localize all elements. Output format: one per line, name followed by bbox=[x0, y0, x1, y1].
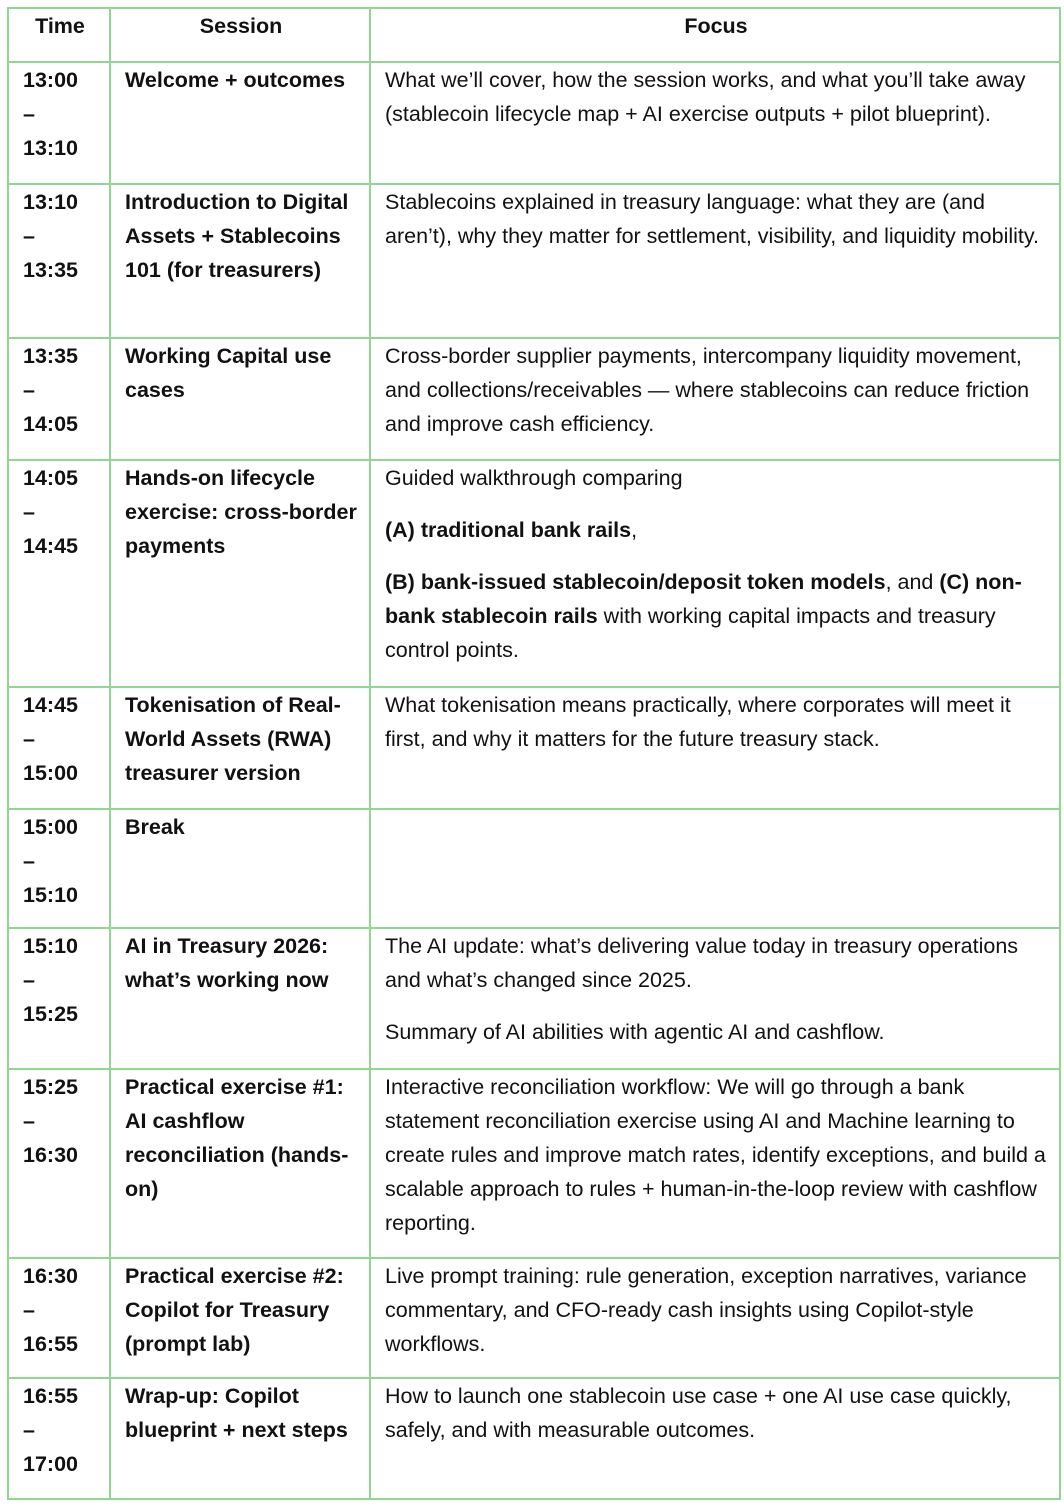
focus-paragraph bbox=[385, 461, 1047, 495]
focus-text: The AI update: what’s delivering value today in treasury operations and what’s changed since 2025. bbox=[385, 934, 1019, 992]
agenda-table bbox=[7, 7, 1061, 1500]
header-focus: Focus bbox=[370, 8, 1060, 62]
focus-paragraph bbox=[385, 185, 1047, 253]
session-cell: Wrap-up: Copilot blueprint + next steps bbox=[110, 1378, 370, 1499]
time-dash: – bbox=[23, 849, 35, 873]
focus-cell bbox=[370, 809, 1060, 928]
time-dash: – bbox=[23, 102, 35, 126]
start-time: 13:00 bbox=[23, 68, 78, 92]
end-time: 13:35 bbox=[23, 258, 78, 282]
focus-cell bbox=[370, 687, 1060, 809]
table-row bbox=[8, 1258, 1060, 1378]
end-time: 16:30 bbox=[23, 1143, 78, 1167]
focus-bold-text: (B) bank-issued stablecoin/deposit token models bbox=[385, 570, 886, 594]
end-time: 15:00 bbox=[23, 761, 78, 785]
time-cell bbox=[8, 184, 110, 338]
start-time: 15:00 bbox=[23, 815, 78, 839]
time-cell bbox=[8, 62, 110, 184]
end-time: 15:25 bbox=[23, 1002, 78, 1026]
table-row bbox=[8, 1378, 1060, 1499]
start-time: 14:45 bbox=[23, 693, 78, 717]
table-row bbox=[8, 1069, 1060, 1258]
end-time: 15:10 bbox=[23, 883, 78, 907]
focus-paragraph bbox=[385, 1015, 1047, 1049]
focus-text: , bbox=[631, 518, 638, 542]
focus-text: Guided walkthrough comparing bbox=[385, 466, 683, 490]
start-time: 15:10 bbox=[23, 934, 78, 958]
focus-bold-text: (A) traditional bank rails bbox=[385, 518, 632, 542]
focus-bold-text: (C) non-bank stablecoin rails bbox=[385, 570, 1022, 628]
end-time: 14:45 bbox=[23, 534, 78, 558]
table-row bbox=[8, 687, 1060, 809]
time-cell bbox=[8, 809, 110, 928]
time-cell bbox=[8, 928, 110, 1069]
focus-cell bbox=[370, 1258, 1060, 1378]
time-cell bbox=[8, 687, 110, 809]
time-dash: – bbox=[23, 1418, 35, 1442]
focus-text: Summary of AI abilities with agentic AI and cashflow. bbox=[385, 1020, 885, 1044]
focus-text: , and bbox=[885, 570, 940, 594]
time-cell bbox=[8, 338, 110, 460]
focus-paragraph bbox=[385, 513, 1047, 547]
focus-text: What we’ll cover, how the session works, and what you’ll take away (stablecoin lifecycle map + AI exercise outputs + pilot blueprint). bbox=[385, 68, 1026, 126]
focus-cell bbox=[370, 1378, 1060, 1499]
focus-paragraph bbox=[385, 565, 1047, 667]
time-cell bbox=[8, 1378, 110, 1499]
time-cell bbox=[8, 1258, 110, 1378]
end-time: 13:10 bbox=[23, 136, 78, 160]
focus-cell bbox=[370, 1069, 1060, 1258]
time-cell bbox=[8, 460, 110, 687]
focus-paragraph bbox=[385, 688, 1047, 756]
time-dash: – bbox=[23, 1109, 35, 1133]
session-cell: AI in Treasury 2026: what’s working now bbox=[110, 928, 370, 1069]
focus-paragraph bbox=[385, 1259, 1047, 1361]
start-time: 16:55 bbox=[23, 1384, 78, 1408]
session-cell: Introduction to Digital Assets + Stablecoins 101 (for treasurers) bbox=[110, 184, 370, 338]
focus-text: How to launch one stablecoin use case + one AI use case quickly, safely, and with measurable outcomes. bbox=[385, 1384, 1012, 1442]
focus-text: Interactive reconciliation workflow: We will go through a bank statement reconciliation exercise using AI and Machine learning to create rules and improve match rates, identify exceptions, and build a scalable approach to rules + human-in-the-loop review with cashflow reporting. bbox=[385, 1075, 1046, 1235]
focus-text: Cross-border supplier payments, intercompany liquidity movement, and collections/receivables — where stablecoins can reduce friction and improve cash efficiency. bbox=[385, 344, 1030, 436]
focus-paragraph bbox=[385, 339, 1047, 441]
time-dash: – bbox=[23, 500, 35, 524]
session-cell: Welcome + outcomes bbox=[110, 62, 370, 184]
session-cell: Working Capital use cases bbox=[110, 338, 370, 460]
table-row bbox=[8, 184, 1060, 338]
focus-paragraph bbox=[385, 1379, 1047, 1447]
time-dash: – bbox=[23, 727, 35, 751]
end-time: 17:00 bbox=[23, 1452, 78, 1476]
session-cell: Tokenisation of Real-World Assets (RWA) treasurer version bbox=[110, 687, 370, 809]
table-row bbox=[8, 460, 1060, 687]
session-cell: Hands-on lifecycle exercise: cross-border payments bbox=[110, 460, 370, 687]
focus-paragraph bbox=[385, 929, 1047, 997]
focus-text: Live prompt training: rule generation, exception narratives, variance commentary, and CFO-ready cash insights using Copilot-style workflows. bbox=[385, 1264, 1027, 1356]
focus-cell bbox=[370, 928, 1060, 1069]
focus-cell bbox=[370, 338, 1060, 460]
focus-cell bbox=[370, 460, 1060, 687]
start-time: 14:05 bbox=[23, 466, 78, 490]
start-time: 13:35 bbox=[23, 344, 78, 368]
focus-cell bbox=[370, 62, 1060, 184]
time-cell bbox=[8, 1069, 110, 1258]
focus-paragraph bbox=[385, 63, 1047, 131]
start-time: 16:30 bbox=[23, 1264, 78, 1288]
time-dash: – bbox=[23, 1298, 35, 1322]
table-row bbox=[8, 928, 1060, 1069]
end-time: 14:05 bbox=[23, 412, 78, 436]
time-dash: – bbox=[23, 968, 35, 992]
focus-cell bbox=[370, 184, 1060, 338]
time-dash: – bbox=[23, 378, 35, 402]
time-dash: – bbox=[23, 224, 35, 248]
focus-text: What tokenisation means practically, where corporates will meet it first, and why it matters for the future treasury stack. bbox=[385, 693, 1011, 751]
session-cell: Practical exercise #1: AI cashflow reconciliation (hands-on) bbox=[110, 1069, 370, 1258]
start-time: 13:10 bbox=[23, 190, 78, 214]
header-time: Time bbox=[8, 8, 110, 62]
table-row bbox=[8, 62, 1060, 184]
table-row bbox=[8, 338, 1060, 460]
header-row bbox=[8, 8, 1060, 62]
session-cell: Break bbox=[110, 809, 370, 928]
session-cell: Practical exercise #2: Copilot for Treasury (prompt lab) bbox=[110, 1258, 370, 1378]
focus-text: with working capital impacts and treasury control points. bbox=[385, 604, 996, 662]
header-session: Session bbox=[110, 8, 370, 62]
focus-text: Stablecoins explained in treasury language: what they are (and aren’t), why they matter for settlement, visibility, and liquidity mobility. bbox=[385, 190, 1039, 248]
focus-paragraph bbox=[385, 1070, 1047, 1240]
start-time: 15:25 bbox=[23, 1075, 78, 1099]
end-time: 16:55 bbox=[23, 1332, 78, 1356]
table-row bbox=[8, 809, 1060, 928]
